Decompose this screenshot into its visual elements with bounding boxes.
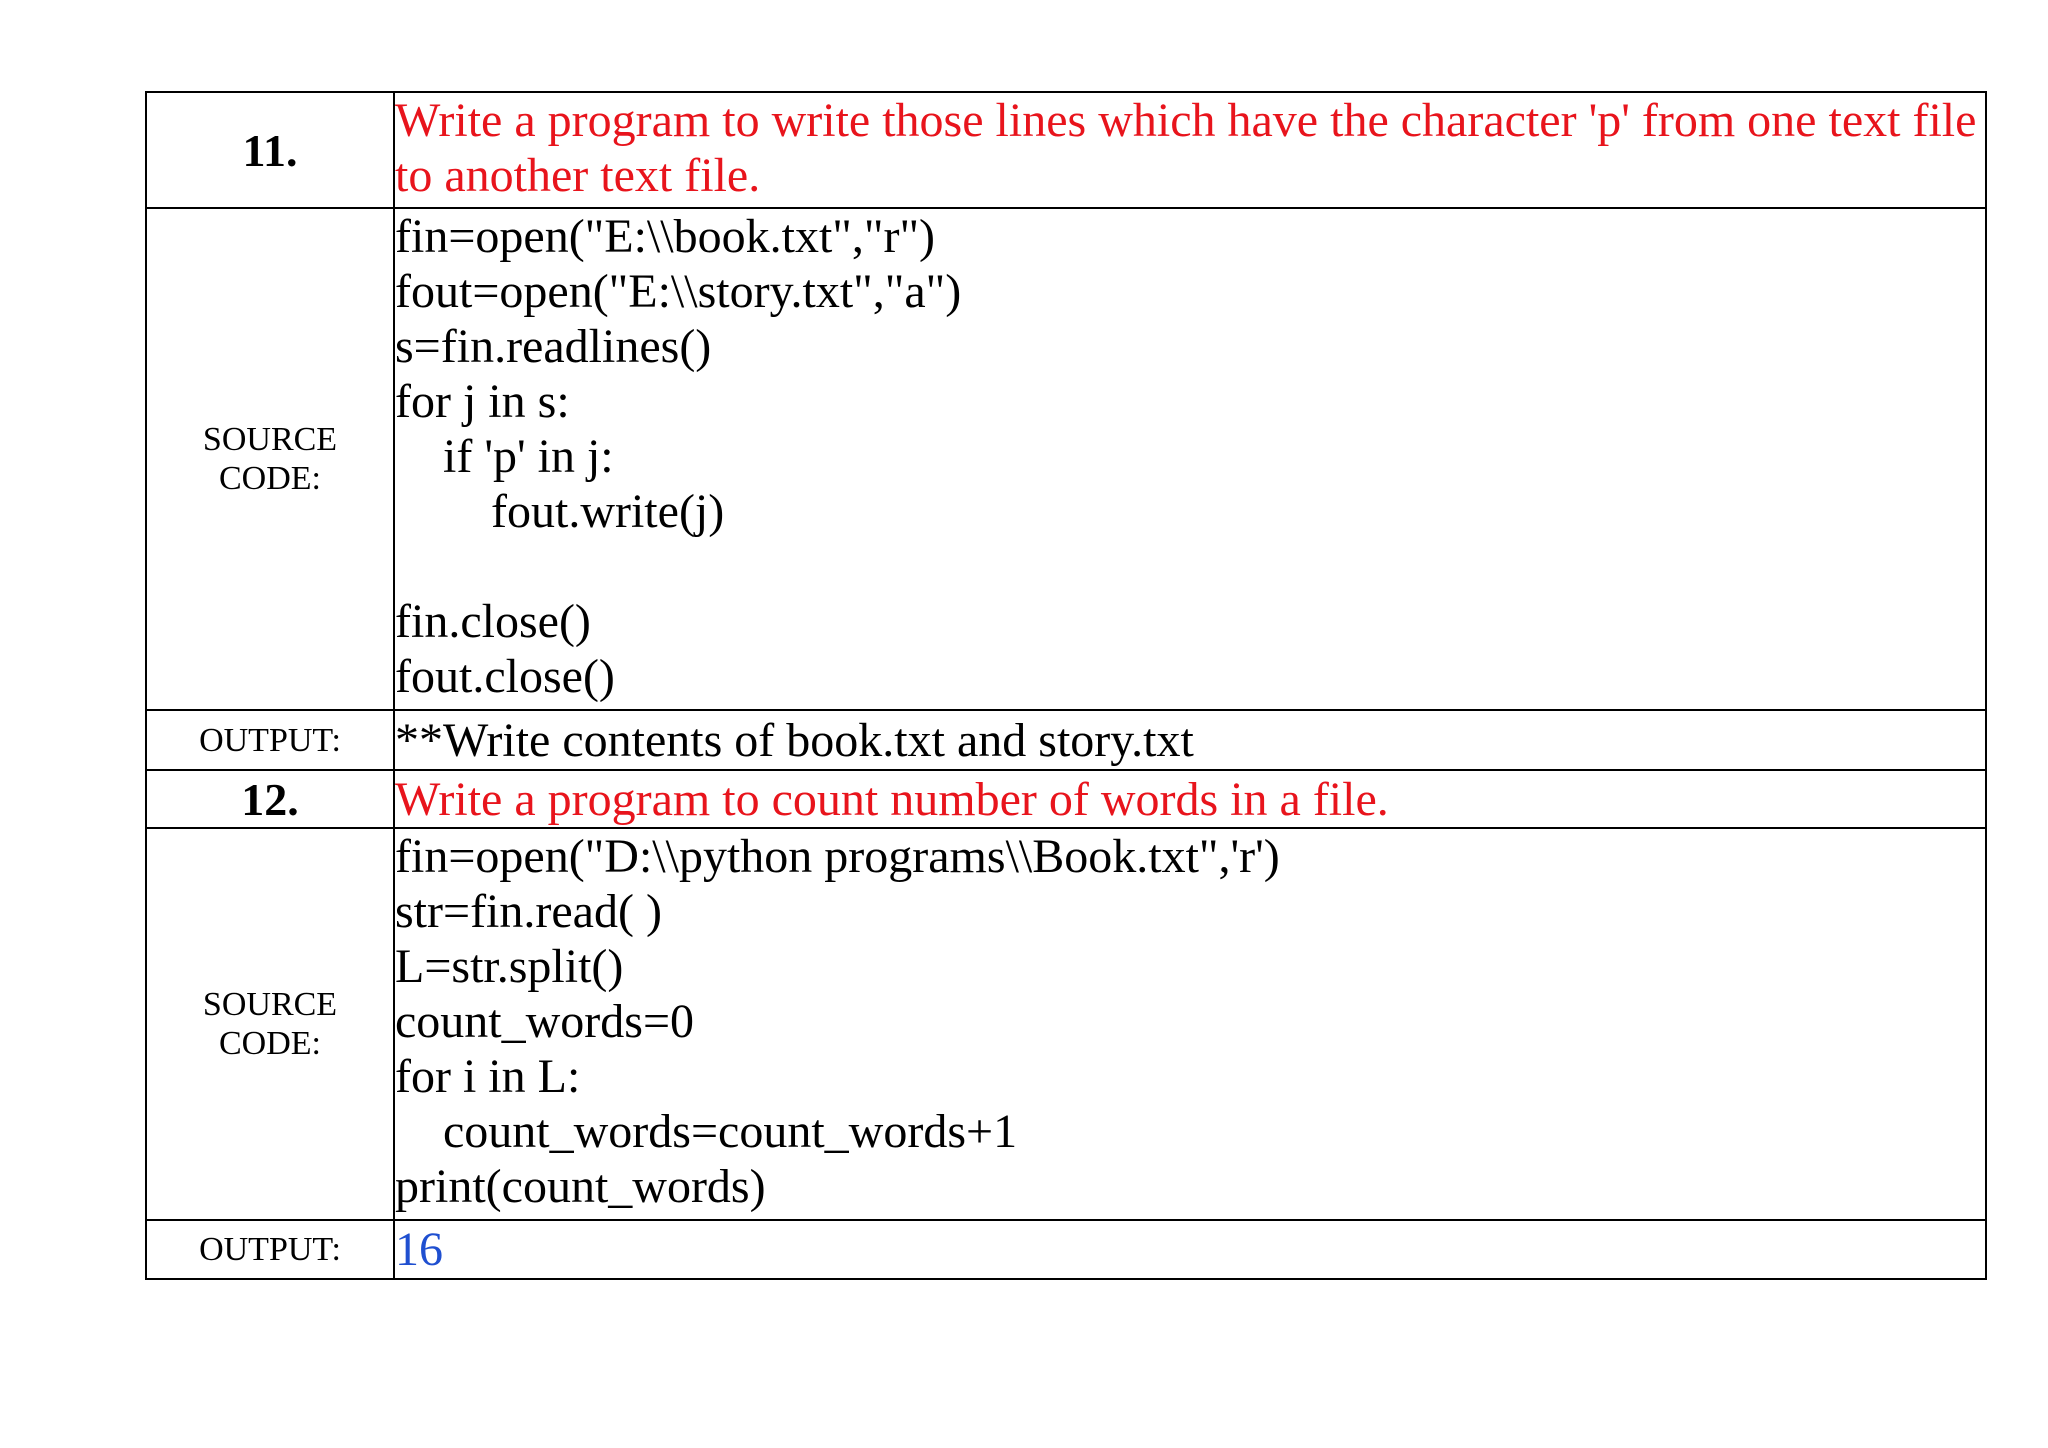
code-line: for i in L:	[395, 1050, 581, 1103]
code-line: count_words=count_words+1	[395, 1105, 1018, 1158]
output-text: **Write contents of book.txt and story.txt	[395, 713, 1194, 767]
program-sheet	[145, 91, 1985, 1280]
code-line: if 'p' in j:	[395, 430, 614, 483]
number-cell	[146, 92, 394, 208]
output-row-12	[146, 1220, 1986, 1279]
program-number: 11.	[242, 124, 298, 176]
code-line: L=str.split()	[395, 940, 624, 993]
source-code-label: SOURCE CODE:	[202, 986, 338, 1062]
source-label-cell	[146, 828, 394, 1220]
output-value: 16	[395, 1223, 443, 1276]
source-code-block	[394, 828, 1986, 1220]
output-label-cell	[146, 710, 394, 770]
question-cell	[394, 770, 1986, 828]
code-line: fin.close()	[395, 595, 591, 648]
code-line: for j in s:	[395, 375, 570, 428]
question-row-11	[146, 92, 1986, 208]
output-cell	[394, 710, 1986, 770]
code-line: count_words=0	[395, 995, 695, 1048]
code-line: s=fin.readlines()	[395, 320, 712, 373]
code-line: fout.write(j)	[395, 485, 725, 538]
code-line: fout.close()	[395, 650, 615, 703]
source-row-12	[146, 828, 1986, 1220]
code-line: fout=open("E:\\story.txt","a")	[395, 265, 962, 318]
question-cell	[394, 92, 1986, 208]
number-cell	[146, 770, 394, 828]
program-table	[145, 91, 1987, 1280]
question-text: Write a program to count number of words in a file.	[395, 772, 1389, 826]
code-blank-line	[395, 539, 1985, 594]
output-label: OUTPUT:	[199, 721, 341, 759]
code-line: fin=open("D:\\python programs\\Book.txt",'r')	[395, 830, 1280, 883]
question-text: Write a program to write those lines which have the character 'p' from one text file to another text file.	[395, 94, 1977, 202]
code-line: fin=open("E:\\book.txt","r")	[395, 210, 936, 263]
source-label-cell	[146, 208, 394, 710]
program-number: 12.	[241, 773, 299, 825]
question-row-12	[146, 770, 1986, 828]
code-line: print(count_words)	[395, 1160, 766, 1213]
code-line: str=fin.read( )	[395, 885, 662, 938]
source-code-label: SOURCE CODE:	[202, 421, 338, 497]
output-row-11	[146, 710, 1986, 770]
output-label-cell	[146, 1220, 394, 1279]
output-label: OUTPUT:	[199, 1231, 341, 1268]
source-code-block	[394, 208, 1986, 710]
output-cell	[394, 1220, 1986, 1279]
source-row-11	[146, 208, 1986, 710]
